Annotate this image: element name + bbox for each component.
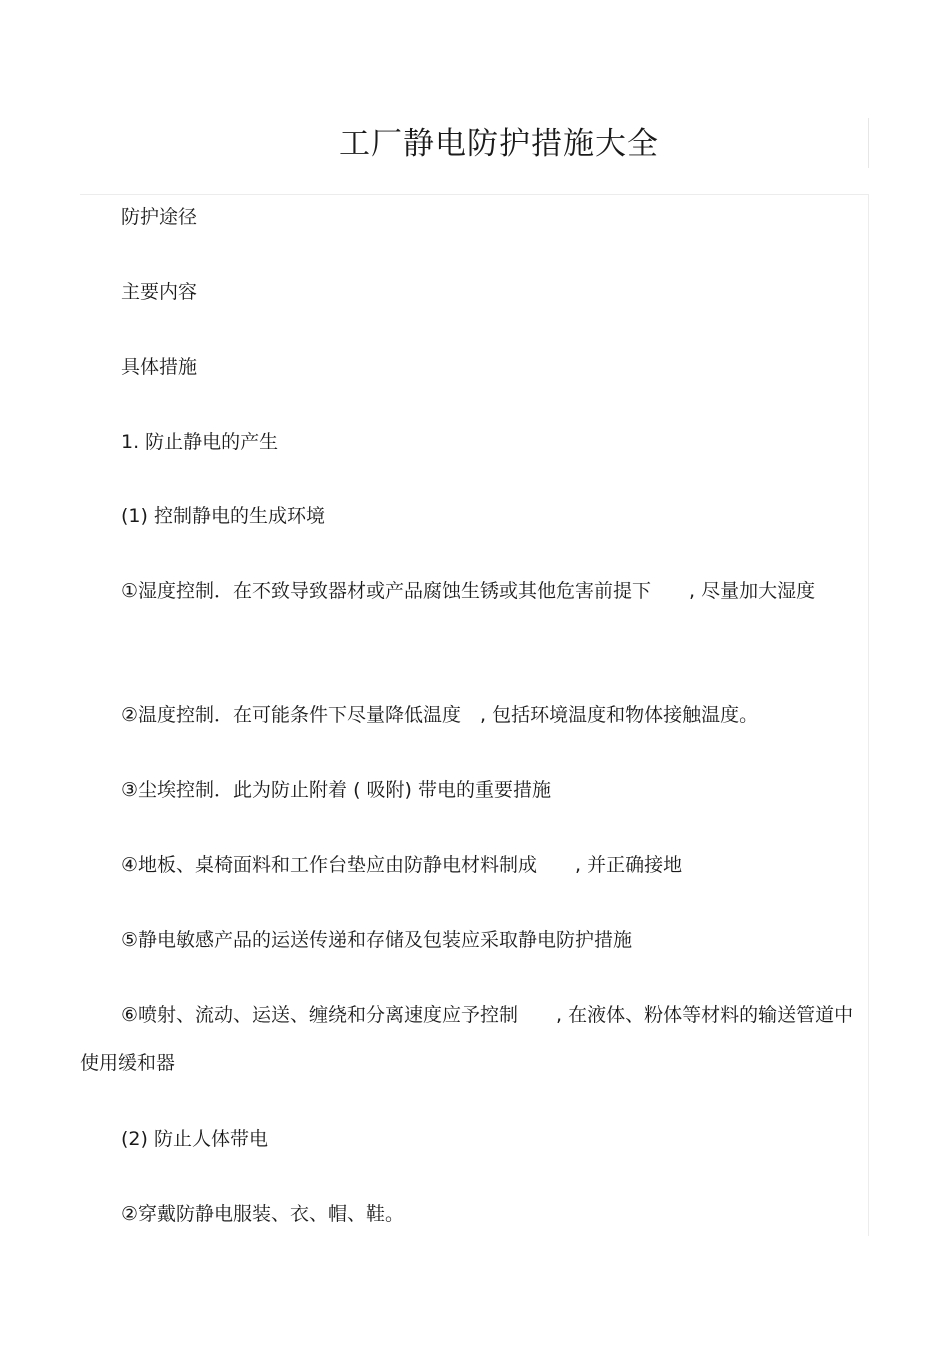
paragraph-specific-measures: 具体措施: [121, 356, 198, 378]
list-item-humidity-control: ①湿度控制．在不致导致器材或产品腐蚀生锈或其他危害前提下 , 尽量加大湿度: [121, 580, 816, 602]
list-item-temperature-control: ②温度控制．在可能条件下尽量降低温度 , 包括环境温度和物体接触温度。: [121, 704, 759, 726]
page-title: 工厂静电防护措施大全: [339, 126, 659, 162]
subsection-heading-control-environment: (1) 控制静电的生成环境: [121, 505, 325, 527]
list-item-sensitive-products: ⑤静电敏感产品的运送传递和存储及包装应采取静电防护措施: [121, 929, 633, 951]
paragraph-main-content: 主要内容: [121, 281, 198, 303]
list-item-antistatic-clothing: ②穿戴防静电服装、衣、帽、鞋。: [121, 1203, 405, 1225]
list-item-dust-control: ③尘埃控制．此为防止附着 ( 吸附) 带电的重要措施: [121, 779, 551, 801]
title-divider-vertical: [868, 118, 869, 168]
paragraph-protection-approach: 防护途径: [121, 206, 198, 228]
section-heading-prevent-static: 1. 防止静电的产生: [121, 431, 279, 453]
content-divider-vertical: [868, 194, 869, 1236]
list-item-floor-materials: ④地板、桌椅面料和工作台垫应由防静电材料制成 , 并正确接地: [121, 854, 683, 876]
list-item-speed-control: ⑥喷射、流动、运送、缠绕和分离速度应予控制 , 在液体、粉体等材料的输送管道中使用缓和器: [80, 1004, 854, 1074]
subsection-heading-prevent-body-charge: (2) 防止人体带电: [121, 1128, 268, 1150]
